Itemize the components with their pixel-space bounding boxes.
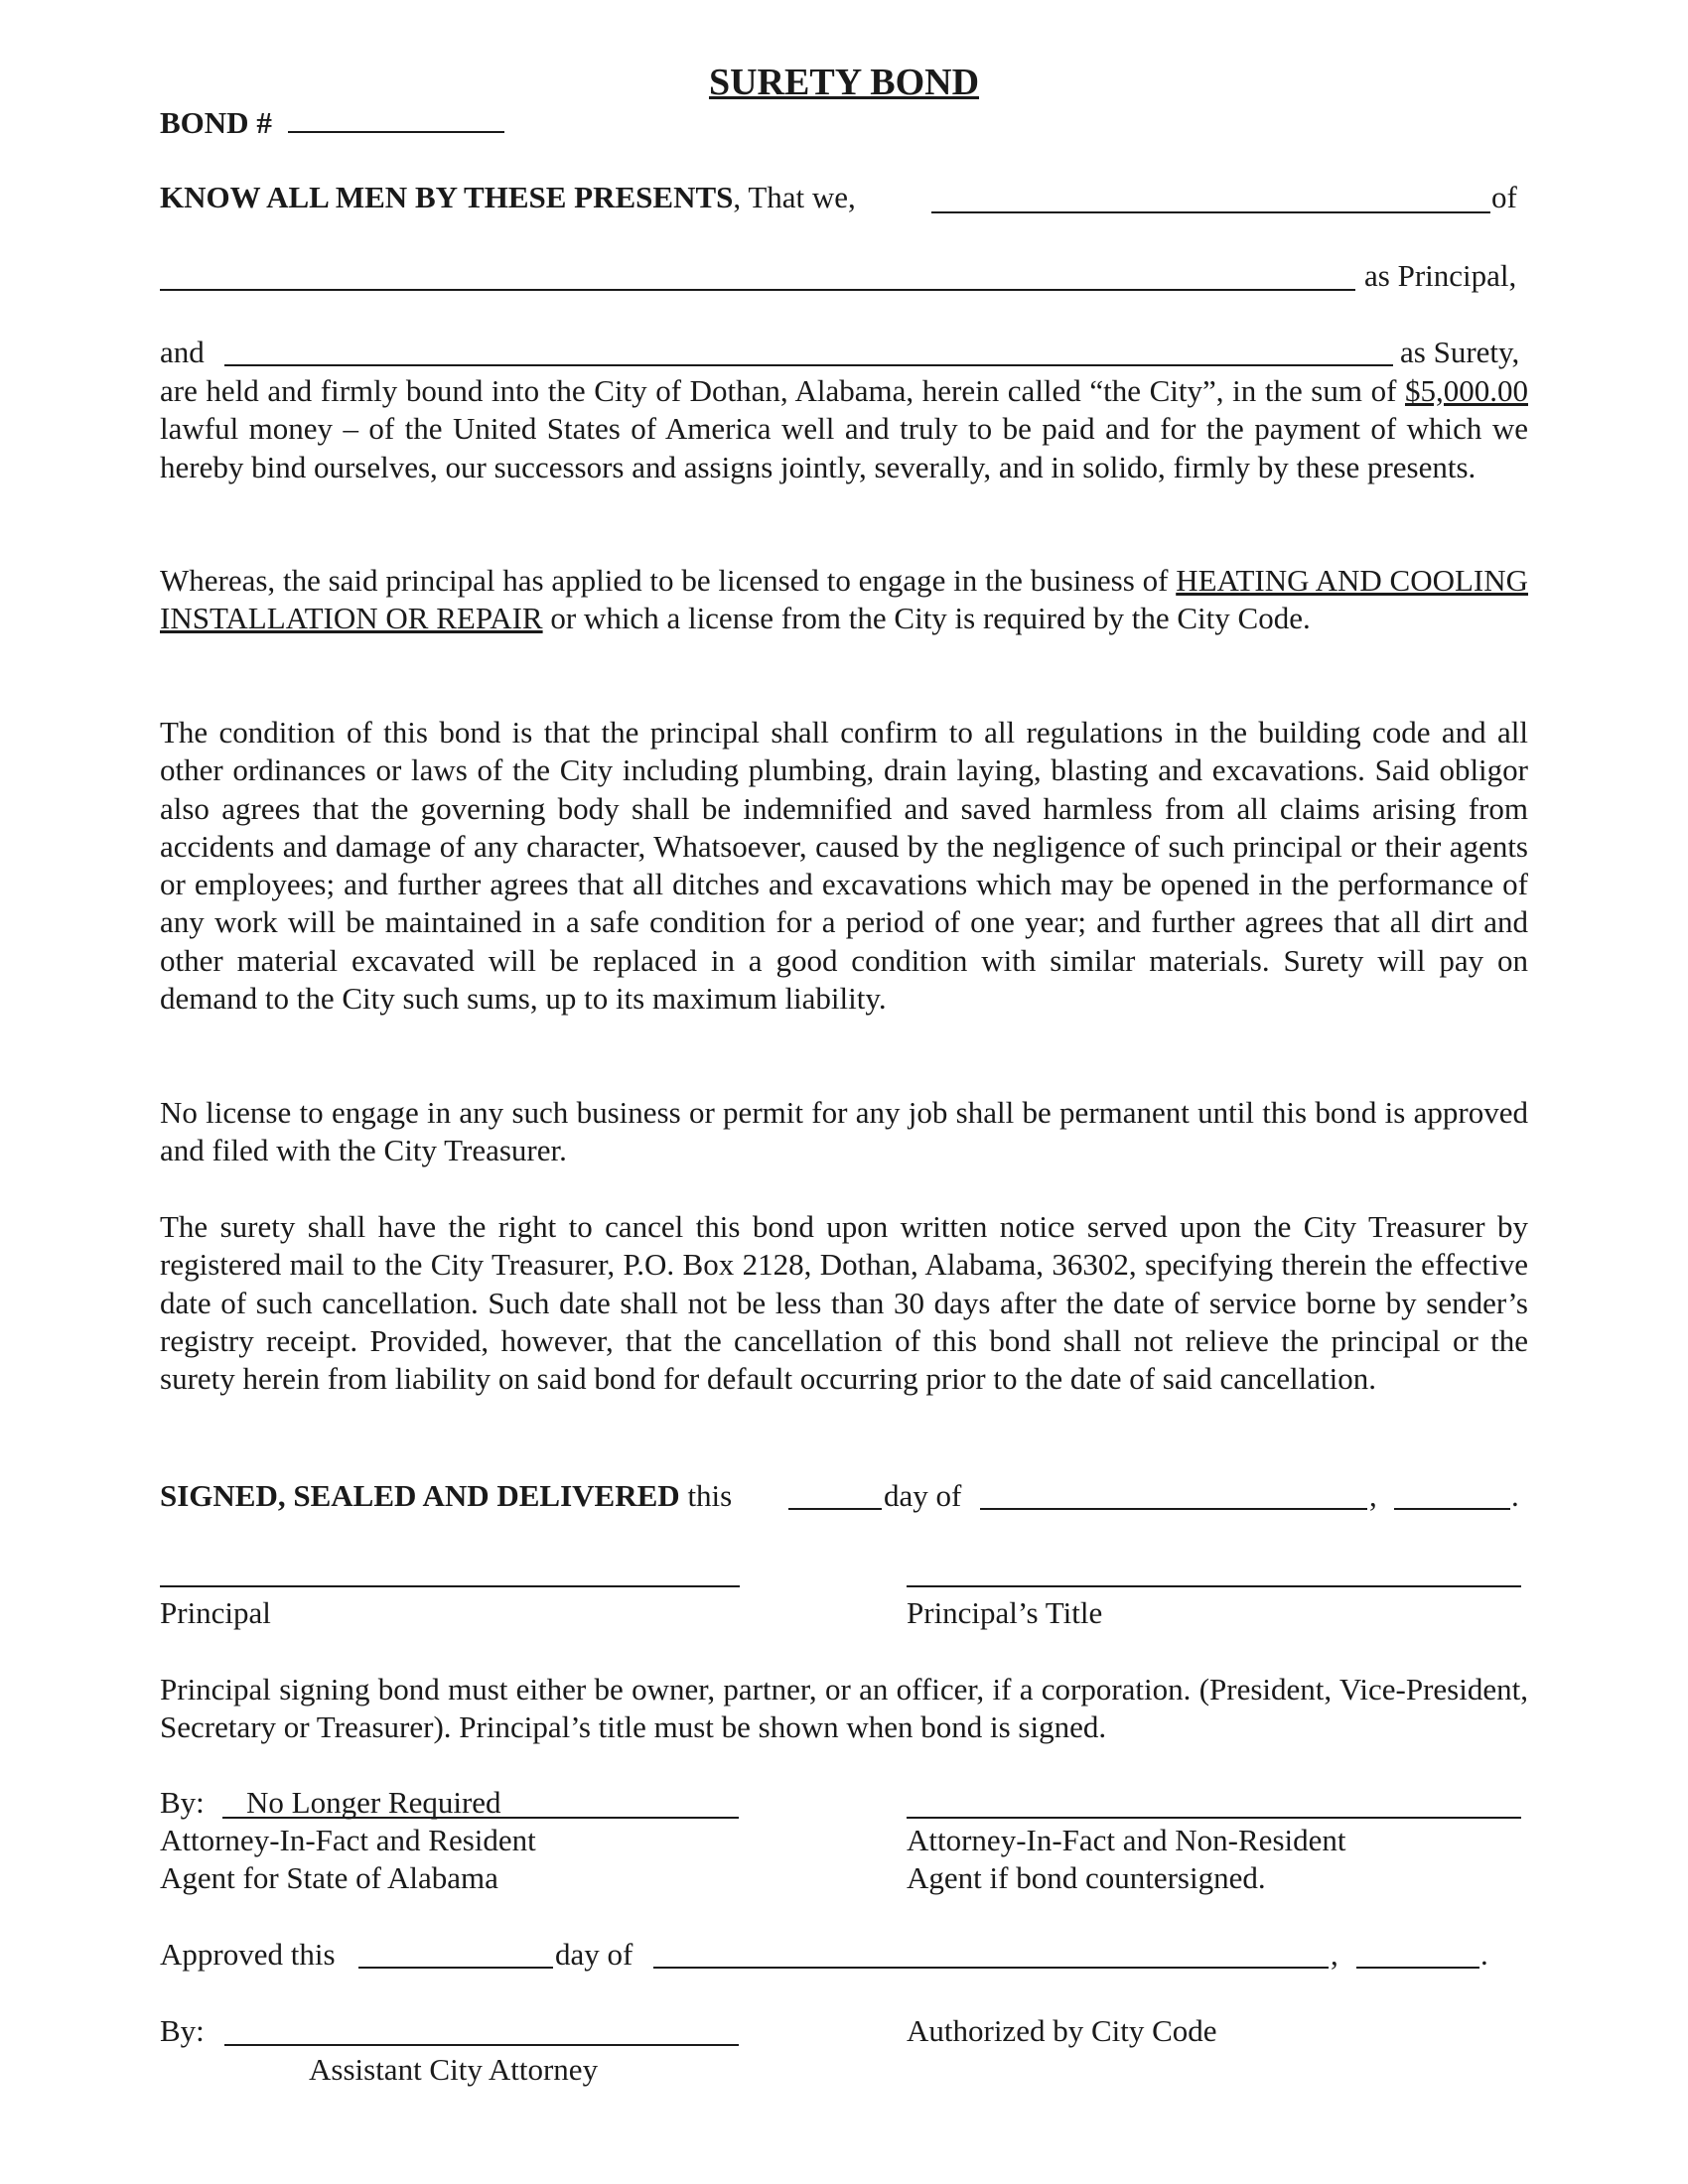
nonresident-line2: Agent if bond countersigned.	[907, 1860, 1266, 1895]
signed-label: SIGNED, SEALED AND DELIVERED	[160, 1478, 680, 1513]
principal-title-field[interactable]	[907, 1585, 1521, 1587]
signed-day-of: day of	[884, 1478, 962, 1513]
held-part2: lawful money – of the United States of America well and truly to be paid and for the payment of which we hereby bind ourselves, our successors and assigns jointly, severally, and in solido, firmly by these presents.	[160, 411, 1528, 484]
approved-label: Approved this	[160, 1937, 336, 1972]
principal-signature-field[interactable]	[160, 1585, 740, 1587]
business-type: HEATING AND COOLING INSTALLATION OR REPAIR	[160, 563, 1529, 636]
bond-number	[160, 103, 504, 142]
whereas-part2: or which a license from the City is required by the City Code.	[550, 601, 1311, 636]
signed-period: .	[1511, 1478, 1519, 1513]
principals-title-label: Principal’s Title	[907, 1595, 1103, 1630]
approved-year-field[interactable]	[1356, 1967, 1479, 1969]
principal-name-field[interactable]	[931, 211, 1490, 213]
condition-paragraph: The condition of this bond is that the principal shall confirm to all regulations in the building code and all other ordinances or laws of the City including plumbing, drain laying, blasting and excavations. Said obligor also agrees that the governing body shall be indemnified and saved harmless from all claims arising from accidents and damage of any character, Whatsoever, caused by the negligence of such principal or their agents or employees; and further agrees that all ditches and excavations which may be opened in the performance of any work will be maintained in a safe condition for a period of one year; and further agrees that all dirt and other material excavated will be replaced in a good condition with similar materials. Surety will pay on demand to the City such sums, up to its maximum liability.	[160, 715, 1528, 1017]
whereas-part1: Whereas, the said principal has applied to be licensed to engage in the business of	[160, 563, 1169, 598]
resident-line1: Attorney-In-Fact and Resident	[160, 1823, 536, 1857]
and-label: and	[160, 335, 205, 369]
nonresident-line1: Attorney-In-Fact and Non-Resident	[907, 1823, 1346, 1857]
license-paragraph: No license to engage in any such business or permit for any job shall be permanent until this bond is approved and filed with the City Treasurer.	[160, 1095, 1528, 1168]
signed-comma: ,	[1369, 1478, 1377, 1513]
bond-amount: $5,000.00	[1405, 373, 1528, 408]
surety-name-field[interactable]	[224, 364, 1393, 366]
approved-comma: ,	[1331, 1937, 1338, 1972]
as-surety-label: as Surety,	[1400, 335, 1520, 369]
signed-line	[160, 1477, 732, 1515]
cancel-paragraph: The surety shall have the right to cancel this bond upon written notice served upon the City Treasurer by registered mail to the City Treasurer, P.O. Box 2128, Dothan, Alabama, 36302, specifying therein the effective date of such cancellation. Such date shall not be less than 30 days after the date of service borne by sender’s registry receipt. Provided, however, that the cancellation of this bond shall not relieve the principal or the surety herein from liability on said bond for default occurring prior to the date of said cancellation.	[160, 1209, 1528, 1397]
attorney-nonresident-field[interactable]	[907, 1817, 1521, 1819]
approved-period: .	[1480, 1937, 1488, 1972]
assistant-city-attorney-label: Assistant City Attorney	[309, 2052, 599, 2087]
approved-month-field[interactable]	[653, 1967, 1329, 1969]
principal-note: Principal signing bond must either be owner, partner, or an officer, if a corporation. (President, Vice-President, Secretary or Treasurer). Principal’s title must be shown when bond is signed.	[160, 1672, 1528, 1745]
attorney-by-label: By:	[160, 1785, 205, 1820]
intro-of: of	[1491, 180, 1517, 214]
footer-by-label: By:	[160, 2013, 205, 2048]
attorney-by-value: No Longer Required	[246, 1785, 501, 1820]
bond-number-label: BOND #	[160, 105, 272, 140]
approved-day-of: day of	[555, 1937, 633, 1972]
signed-month-field[interactable]	[980, 1508, 1367, 1510]
intro-lead-rest: , That we,	[733, 180, 856, 214]
bond-number-field[interactable]	[288, 103, 504, 133]
principal-label: Principal	[160, 1595, 271, 1630]
principal-address-field[interactable]	[160, 289, 1355, 291]
resident-line2: Agent for State of Alabama	[160, 1860, 498, 1895]
intro-line	[160, 179, 856, 216]
city-attorney-signature-field[interactable]	[224, 2044, 739, 2046]
signed-year-field[interactable]	[1394, 1508, 1510, 1510]
page-title: SURETY BOND	[708, 62, 980, 103]
intro-lead: KNOW ALL MEN BY THESE PRESENTS	[160, 180, 734, 214]
signed-day-field[interactable]	[788, 1508, 882, 1510]
signed-this: this	[687, 1478, 733, 1513]
held-paragraph	[160, 372, 1528, 486]
authorized-label: Authorized by City Code	[907, 2013, 1217, 2048]
held-part1: are held and firmly bound into the City of Dothan, Alabama, herein called “the City”, in the sum of	[160, 373, 1397, 408]
approved-day-field[interactable]	[358, 1967, 553, 1969]
as-principal-label: as Principal,	[1364, 258, 1517, 293]
whereas-paragraph	[160, 562, 1528, 638]
